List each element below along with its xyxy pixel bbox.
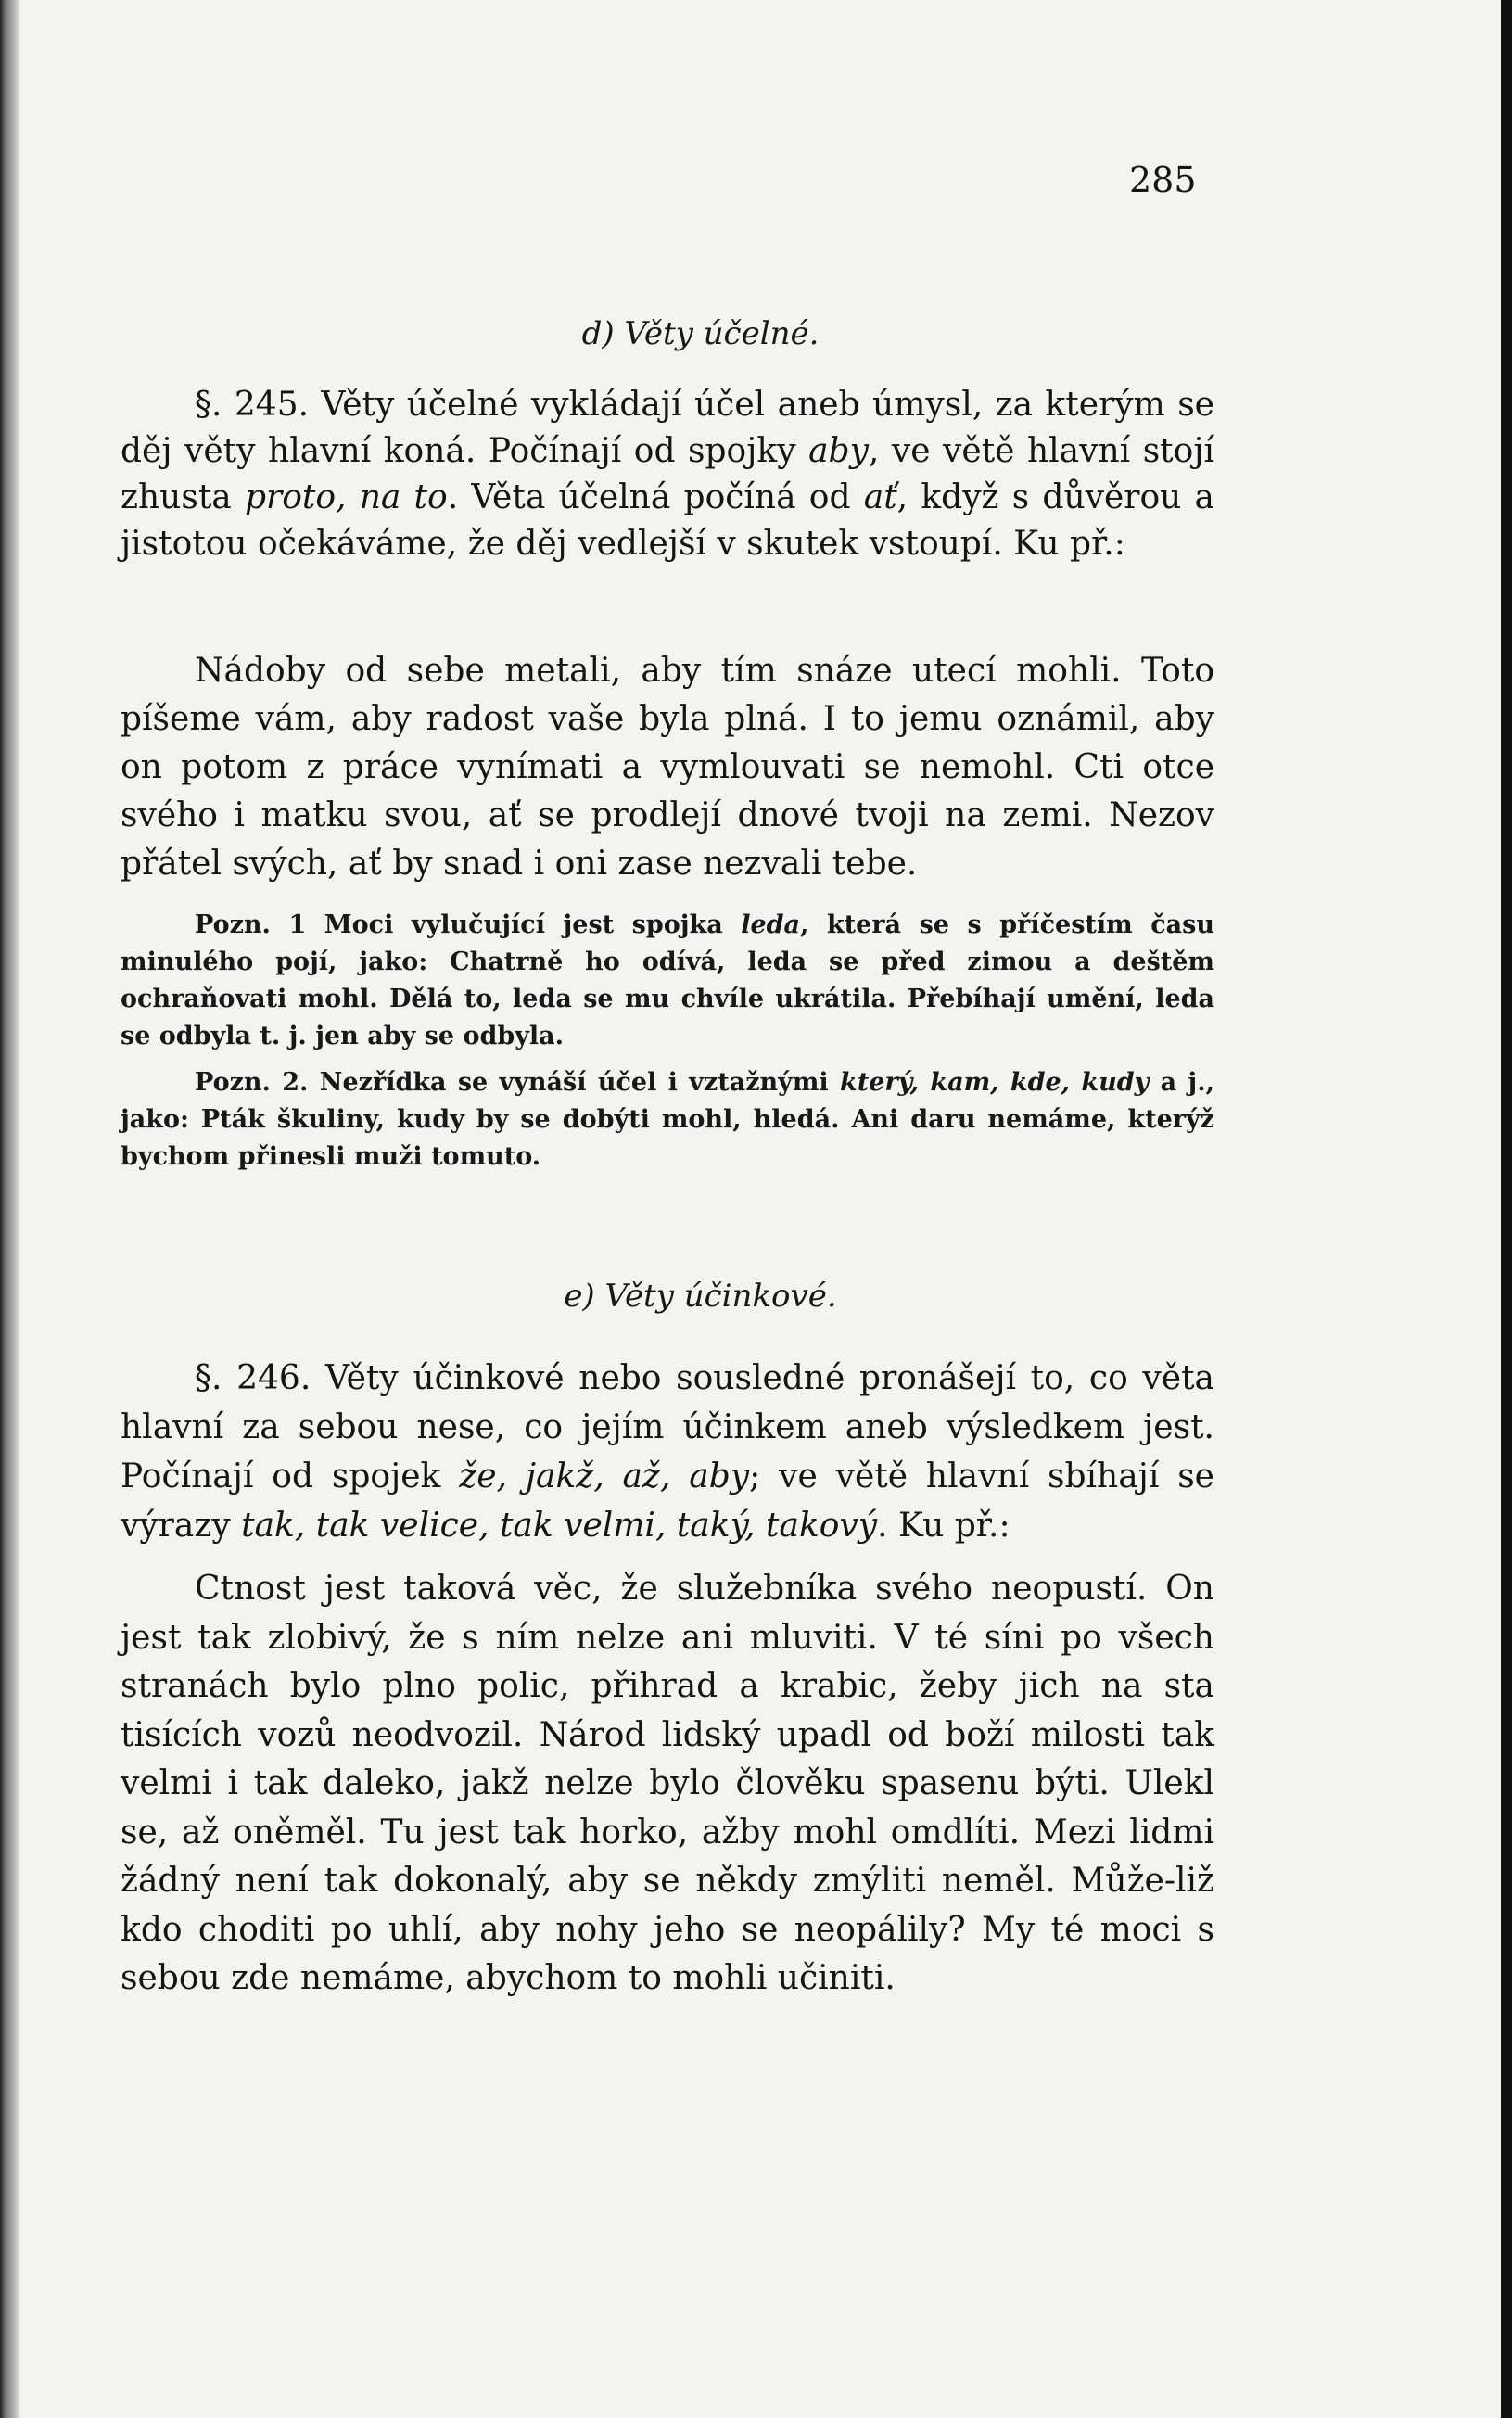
examples-246: Ctnost jest taková věc, že služebníka svého neopustí. On jest tak zlobivý, že s ním nelze ani mluviti. V té síni po všech stranách bylo plno polic, přihrad a krabic, žeby jich na sta tisících vozů neodvozil. Národ lidský upadl od boží milosti tak velmi i tak daleko, jakž nelze bylo člověku spasenu býti. Ulekl se, až oněměl. Tu jest tak horko, ažby mohl omdlíti. Mezi lidmi žádný není tak dokonalý, aby se někdy zmýliti neměl. Může-liž kdo choditi po uhlí, aby nohy jeho se neopálily? My té moci s sebou zde nemáme, abychom to mohli učiniti. <box>121 1570 1214 1997</box>
note-1: Pozn. 1 Moci vylučující jest spojka leda, která se s příčestím času minulého pojí, jako: Chatrně ho odívá, leda se před zimou a deštěm ochraňovati mohl. Dělá to, leda se mu chvíle ukrátila. Přebíhají umění, leda se odbyla t. j. jen aby se odbyla. <box>121 910 1214 1050</box>
paragraph-245: §. 245. Věty účelné vykládají účel aneb úmysl, za kterým se děj věty hlavní koná. Počínají od spojky aby, ve větě hlavní stojí zhusta proto, na to. Věta účelná počíná od ať, když s důvěrou a jistotou očekáváme, že děj vedlejší v skutek vstoupí. Ku př.: <box>121 386 1215 563</box>
page-edge <box>1501 0 1512 2418</box>
paragraph-246: §. 246. Věty účinkové nebo sousledné pronášejí to, co věta hlavní za sebou nese, co jejím účinkem aneb výsledkem jest. Počínají od spojek že, jakž, až, aby; ve větě hlavní sbíhají se výrazy tak, tak velice, tak velmi, taký, takový. Ku př.: <box>121 1359 1214 1545</box>
page-number: 285 <box>1129 159 1197 200</box>
section-heading-e: e) Věty účinkové. <box>564 1278 837 1315</box>
note-2: Pozn. 2. Nezřídka se vynáší účel i vztažnými který, kam, kde, kudy a j., jako: Pták škuliny, kudy by se dobýti mohl, hledá. Ani daru nemáme, kterýž bychom přinesli muži tomuto. <box>121 1068 1214 1171</box>
section-heading-d: d) Věty účelné. <box>581 315 820 352</box>
spine-shadow <box>0 0 20 2418</box>
examples-245: Nádoby od sebe metali, aby tím snáze utecí mohli. Toto píšeme vám, aby radost vaše byla plná. I to jemu oznámil, aby on potom z práce vynímati a vymlouvati se nemohl. Cti otce svého i matku svou, ať se prodlejí dnové tvoji na zemi. Nezov přátel svých, ať by snad i oni zase nezvali tebe. <box>121 652 1214 883</box>
